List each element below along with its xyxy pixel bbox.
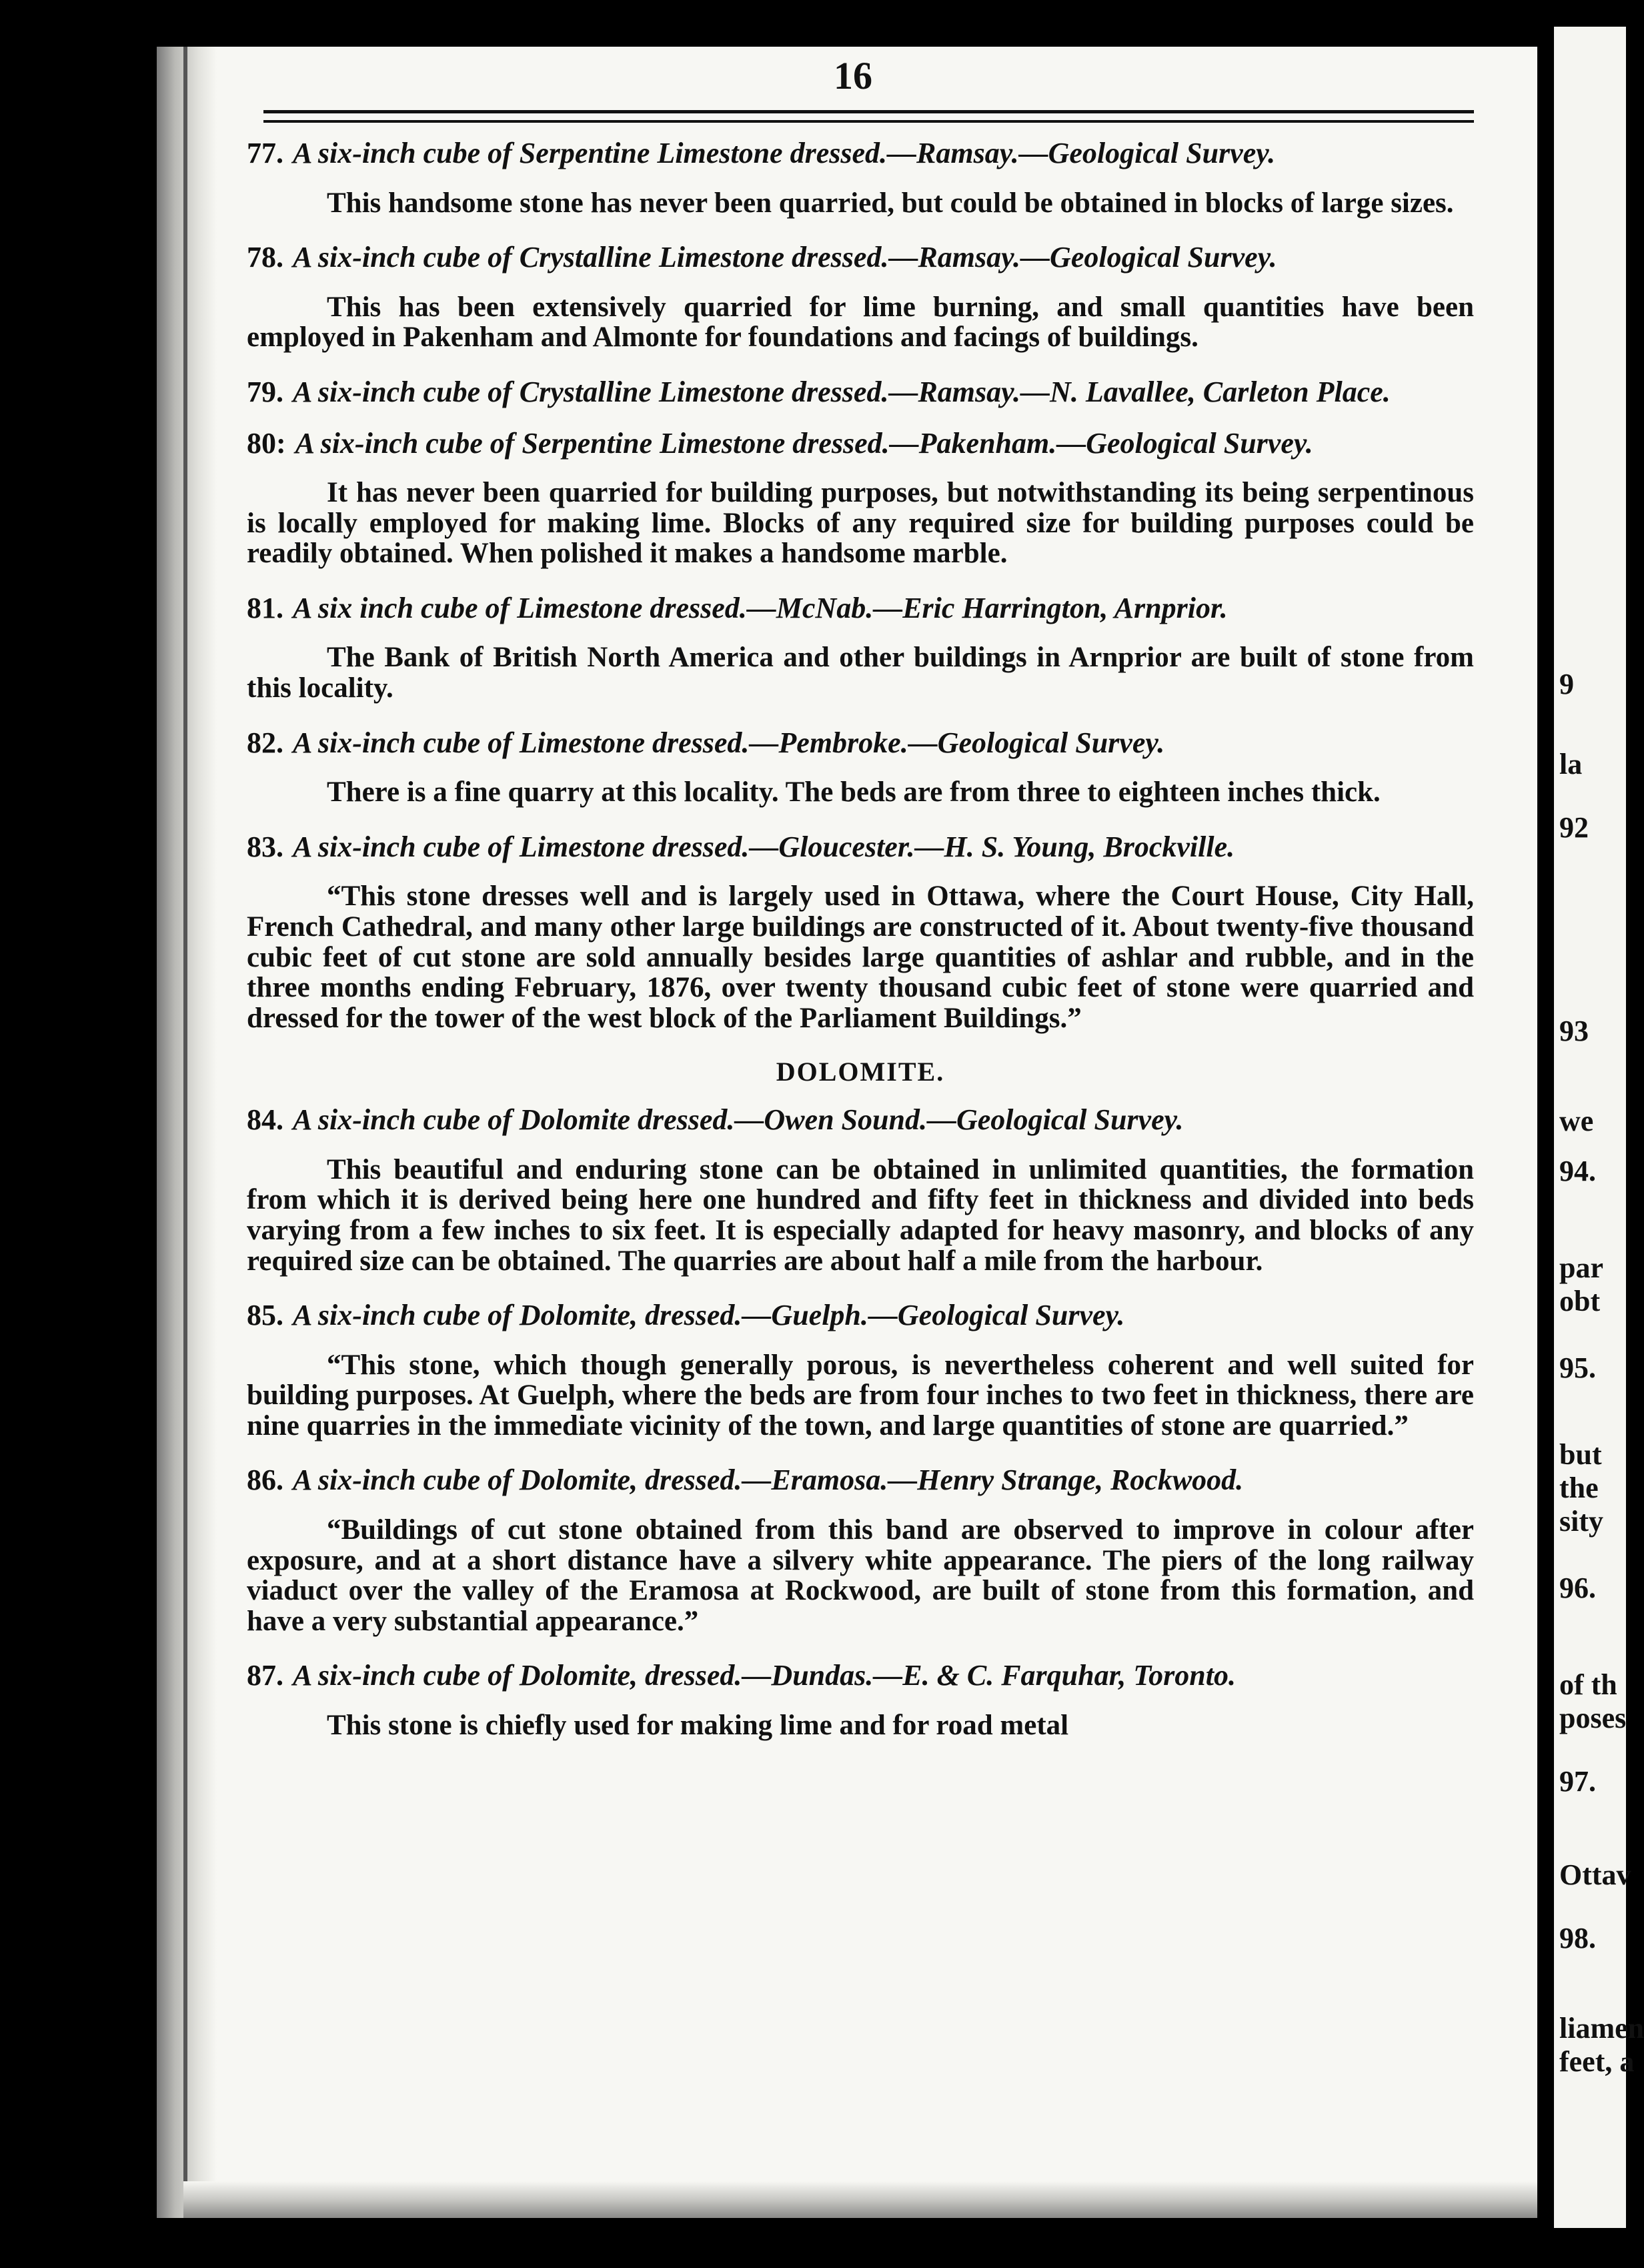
entry-title: A six-inch cube of Limestone dressed.—Gloucester.—H. S. Young, Brockville.: [293, 830, 1235, 863]
section-heading-dolomite: DOLOMITE.: [776, 1057, 945, 1087]
entry-description: The Bank of British North America and other buildings in Arnprior are built of stone from this locality.: [247, 642, 1474, 704]
facing-fragment: sity: [1559, 1505, 1603, 1538]
entries-limestone: [247, 137, 1474, 1033]
entry-description: There is a fine quarry at this locality. The beds are from three to eighteen inches thick.: [327, 776, 1381, 808]
document-page: [157, 47, 1537, 2218]
entry-description: This beautiful and enduring stone can be obtained in unlimited quantities, the formation from which it is derived being here one hundred and fifty feet in thickness and divided into beds varying from a few inches to six feet. It is especially adapted for heavy masonry, and blocks of any required size can be obtained. The quarries are about half a mile from the harbour.: [247, 1153, 1474, 1277]
entry-title: A six-inch cube of Serpentine Limestone dressed.—Pakenham.—Geological Survey.: [295, 426, 1313, 460]
entry-number: 77.: [247, 137, 283, 169]
entry-number: 84.: [247, 1103, 283, 1137]
facing-fragment: 92: [1559, 811, 1589, 844]
entry-description: “This stone, which though generally porous, is nevertheless coherent and well suited for building purposes. At Guelph, where the beds are from four inches to two feet in thickness, there are nine quarries in the immediate vicinity of the town, and large quantities of stone are quarried.”: [247, 1349, 1474, 1442]
facing-fragment: 94.: [1559, 1155, 1596, 1187]
facing-fragment: obt: [1559, 1285, 1601, 1317]
entry-heading: [247, 137, 1474, 171]
facing-fragment: 96.: [1559, 1572, 1596, 1604]
entry-heading: [247, 376, 1474, 410]
entry-number: 82.: [247, 726, 283, 759]
entry-number: 86.: [247, 1464, 283, 1497]
entry-description: This has been extensively quarried for lime burning, and small quantities have been employed in Pakenham and Almonte for foundations and facings of buildings.: [247, 291, 1474, 354]
entry-number: 85.: [247, 1299, 283, 1332]
entry-title: A six inch cube of Limestone dressed.—McNab.—Eric Harrington, Arnprior.: [293, 591, 1228, 624]
entry-title: A six-inch cube of Dolomite, dressed.—Guelph.—Geological Survey.: [293, 1299, 1125, 1332]
entry-description: “This stone dresses well and is largely used in Ottawa, where the Court House, City Hall, French Cathedral, and many other large buildings are constructed of it. About twenty-five thousand cubic feet of cut stone are sold annually besides large quantities of ashlar and rubble, and in the three months ending February, 1876, over twenty thousand cubic feet of stone were quarried and dressed for the tower of the west block of the Parliament Buildings.”: [247, 881, 1474, 1034]
entry-description: “Buildings of cut stone obtained from this band are observed to improve in colour after exposure, and at a short distance have a silvery white appearance. The piers of the long railway viaduct over the valley of the Eramosa at Rockwood, are built of stone from this formation, and have a very substantial appearance.”: [247, 1514, 1474, 1637]
entry-title: A six-inch cube of Serpentine Limestone dressed.—Ramsay.—Geological Survey.: [293, 137, 1276, 169]
facing-fragment: the: [1559, 1472, 1599, 1504]
entry-title: A six-inch cube of Dolomite dressed.—Owen Sound.—Geological Survey.: [293, 1103, 1184, 1137]
facing-fragment: but: [1559, 1438, 1602, 1471]
entry-number: 78.: [247, 241, 283, 274]
page-bottom-edge: [183, 2181, 1537, 2218]
entry-heading: [247, 830, 1474, 865]
facing-fragment: la: [1559, 748, 1583, 780]
entry-description: This handsome stone has never been quarried, but could be obtained in blocks of large sizes.: [327, 187, 1454, 219]
entry-heading: [247, 1659, 1474, 1693]
entry-number: 80:: [247, 426, 286, 460]
entry-description: This stone is chiefly used for making lime and for road metal: [327, 1709, 1069, 1741]
page-binding-shadow: [157, 47, 217, 2218]
facing-fragment: of th: [1559, 1668, 1617, 1701]
facing-page-edge: [1554, 27, 1644, 2228]
entry-heading: [247, 1464, 1474, 1498]
entry-title: A six-inch cube of Dolomite, dressed.—Eramosa.—Henry Strange, Rockwood.: [293, 1464, 1244, 1497]
facing-fragment: par: [1559, 1251, 1603, 1284]
page-content: [247, 137, 1474, 1764]
header-double-rule: [263, 110, 1474, 123]
facing-fragment: feet, a: [1559, 2045, 1635, 2078]
entry-description: It has never been quarried for building purposes, but notwithstanding its being serpentinous is locally employed for making lime. Blocks of any required size for building purposes could be readily obtained. When polished it makes a handsome marble.: [247, 477, 1474, 570]
entry-heading: [247, 1103, 1474, 1137]
facing-fragment: Ottav: [1559, 1858, 1631, 1891]
entry-title: A six-inch cube of Crystalline Limestone dressed.—Ramsay.—Geological Survey.: [293, 241, 1277, 274]
facing-fragment: 93: [1559, 1015, 1589, 1047]
entry-number: 81.: [247, 591, 283, 624]
entry-number: 87.: [247, 1659, 283, 1692]
page-number: 16: [834, 54, 872, 97]
entry-heading: [247, 427, 1474, 461]
entry-number: 83.: [247, 830, 283, 863]
facing-fragment: liamen: [1559, 2012, 1644, 2045]
facing-fragment: we: [1559, 1105, 1594, 1137]
facing-fragment: 9: [1559, 668, 1574, 700]
entry-title: A six-inch cube of Crystalline Limestone dressed.—Ramsay.—N. Lavallee, Carleton Place.: [293, 375, 1391, 408]
entry-title: A six-inch cube of Limestone dressed.—Pembroke.—Geological Survey.: [293, 726, 1165, 759]
binding-line: [183, 47, 187, 2218]
entries-dolomite: [247, 1103, 1474, 1740]
entry-title: A six-inch cube of Dolomite, dressed.—Dundas.—E. & C. Farquhar, Toronto.: [293, 1659, 1236, 1692]
entry-heading: [247, 592, 1474, 626]
entry-heading: [247, 1299, 1474, 1333]
facing-fragment: 95.: [1559, 1351, 1596, 1384]
facing-fragment: poses: [1559, 1702, 1627, 1734]
entry-number: 79.: [247, 375, 283, 408]
entry-heading: [247, 241, 1474, 275]
facing-fragment: 97.: [1559, 1765, 1596, 1798]
entry-heading: [247, 726, 1474, 760]
facing-fragment: 98.: [1559, 1922, 1596, 1954]
